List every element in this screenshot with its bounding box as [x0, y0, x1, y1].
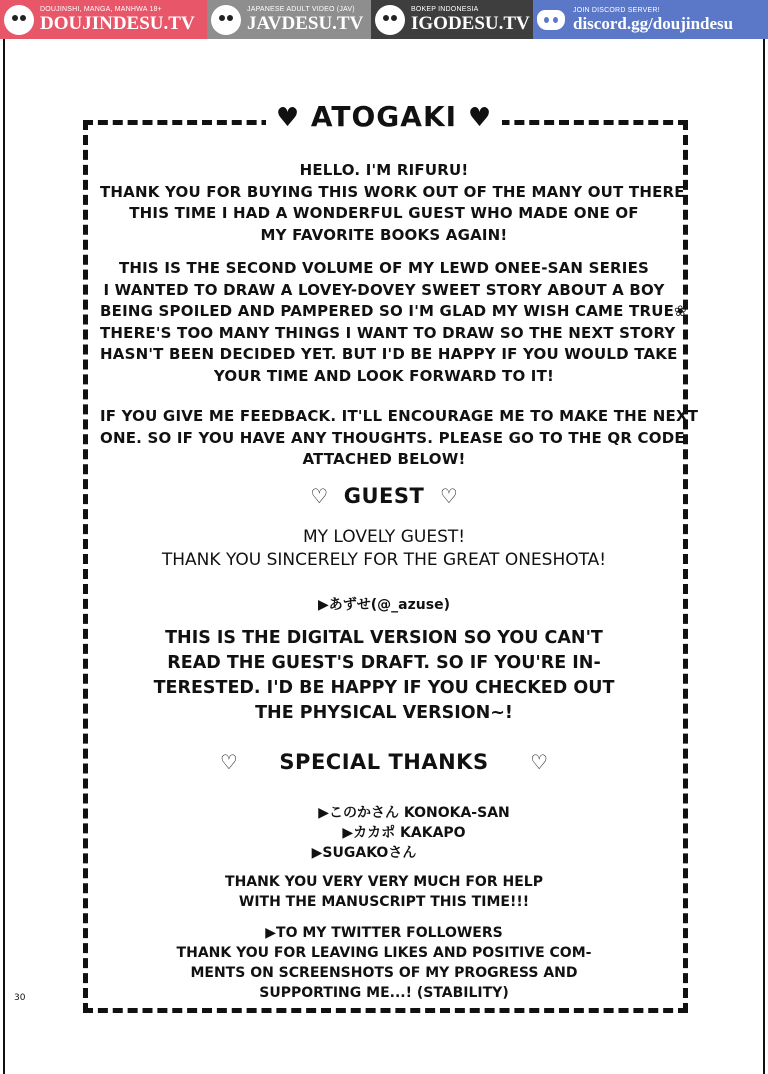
heart-outline-icon: ♡ — [219, 750, 238, 774]
thanks-name: ▶このかさん KONOKA-SAN — [318, 805, 510, 821]
text-line: THANK YOU FOR BUYING THIS WORK OUT OF THE MANY OUT THERE — [100, 182, 685, 201]
text-line: IF YOU GIVE ME FEEDBACK. IT'LL ENCOURAGE ME TO MAKE THE NEXT — [100, 407, 699, 425]
ad-tagline: DOUJINSHI, MANGA, MANHWA 18+ — [40, 6, 162, 13]
guest-title: GUEST — [343, 484, 425, 508]
special-thanks-title: SPECIAL THANKS — [279, 750, 489, 774]
thanks-names — [100, 803, 668, 863]
guest-heading — [100, 484, 668, 508]
thanks-name: ▶SUGAKOさん — [311, 845, 417, 861]
panda-logo-icon — [375, 5, 405, 35]
text-line: THANK YOU VERY VERY MUCH FOR HELP — [225, 874, 543, 890]
guest-credit — [100, 595, 668, 615]
text-line: ATTACHED BELOW! — [302, 450, 466, 468]
text-line: THIS TIME I HAD A WONDERFUL GUEST WHO MADE ONE OF — [129, 204, 639, 222]
text-line: HELLO. I'M RIFURU! — [299, 161, 469, 179]
text-line: BEING SPOILED AND PAMPERED SO I'M GLAD MY WISH CAME TRUE❀ — [100, 302, 687, 320]
heart-outline-icon: ♡ — [530, 750, 549, 774]
text-line: TERESTED. I'D BE HAPPY IF YOU CHECKED OUT — [153, 678, 615, 698]
page-edge-right — [763, 39, 765, 1074]
text-line: HASN'T BEEN DECIDED YET. BUT I'D BE HAPPY IF YOU WOULD TAKE — [100, 345, 678, 363]
panda-logo-icon — [211, 5, 241, 35]
ad-tagline: JOIN DISCORD SERVER! — [573, 7, 660, 14]
text-line: SUPPORTING ME...! (STABILITY) — [259, 985, 509, 1001]
ad-site-name: JAVDESU.TV — [247, 13, 364, 34]
ad-site-name: IGODESU.TV — [411, 13, 530, 34]
text-line: YOUR TIME AND LOOK FORWARD TO IT! — [213, 366, 555, 385]
text-line: THERE'S TOO MANY THINGS I WANT TO DRAW SO THE NEXT STORY — [100, 323, 676, 342]
page-title-block — [266, 100, 502, 133]
intro-paragraph — [100, 160, 685, 246]
panda-logo-icon — [4, 5, 34, 35]
special-thanks-heading — [100, 750, 668, 774]
text-line: THIS IS THE SECOND VOLUME OF MY LEWD ONEE-SAN SERIES — [118, 259, 650, 277]
page-title: ATOGAKI — [310, 100, 458, 133]
twitter-thanks — [100, 923, 668, 1003]
text-line: WITH THE MANUSCRIPT THIS TIME!!! — [238, 894, 530, 910]
discord-icon — [537, 10, 565, 30]
ad-discord[interactable] — [533, 0, 768, 39]
ad-doujindesu[interactable] — [0, 0, 207, 39]
text-line: THIS IS THE DIGITAL VERSION SO YOU CAN'T — [165, 628, 603, 648]
text-line: ▶TO MY TWITTER FOLLOWERS — [265, 925, 503, 941]
ad-igodesu[interactable] — [371, 0, 533, 39]
feedback-paragraph — [100, 406, 699, 471]
page-number: 30 — [14, 993, 26, 1003]
text-line: MY FAVORITE BOOKS AGAIN! — [260, 225, 508, 244]
page-edge-left — [3, 39, 5, 1074]
text-line: ONE. SO IF YOU HAVE ANY THOUGHTS. PLEASE GO TO THE QR CODE — [100, 428, 685, 447]
heart-icon: ♥ — [467, 103, 493, 133]
heart-icon: ♥ — [275, 103, 301, 133]
ad-site-name: discord.gg/doujindesu — [573, 14, 734, 33]
text-line: MENTS ON SCREENSHOTS OF MY PROGRESS AND — [190, 965, 578, 981]
ad-tagline: BOKEP INDONESIA — [411, 6, 479, 13]
guest-message — [100, 526, 668, 572]
text-line: THANK YOU SINCERELY FOR THE GREAT ONESHOTA! — [161, 550, 607, 570]
guest-credit-text: ▶あずせ(@_azuse) — [318, 597, 450, 613]
thanks-message — [100, 872, 668, 912]
ad-javdesu[interactable] — [207, 0, 371, 39]
text-line: I WANTED TO DRAW A LOVEY-DOVEY SWEET STORY ABOUT A BOY — [103, 280, 665, 299]
heart-outline-icon: ♡ — [310, 484, 329, 508]
digital-note — [100, 626, 668, 726]
thanks-name: ▶カカポ KAKAPO — [342, 825, 466, 841]
text-line: THANK YOU FOR LEAVING LIKES AND POSITIVE COM- — [176, 945, 592, 961]
ad-tagline: JAPANESE ADULT VIDEO (JAV) — [247, 6, 355, 13]
ad-site-name: DOUJINDESU.TV — [40, 13, 195, 34]
heart-outline-icon: ♡ — [439, 484, 458, 508]
text-line: READ THE GUEST'S DRAFT. SO IF YOU'RE IN- — [167, 653, 601, 673]
ad-banner — [0, 0, 768, 39]
series-paragraph — [100, 258, 687, 387]
text-line: MY LOVELY GUEST! — [302, 527, 466, 547]
title-row — [0, 100, 768, 133]
text-line: THE PHYSICAL VERSION~! — [255, 703, 513, 723]
